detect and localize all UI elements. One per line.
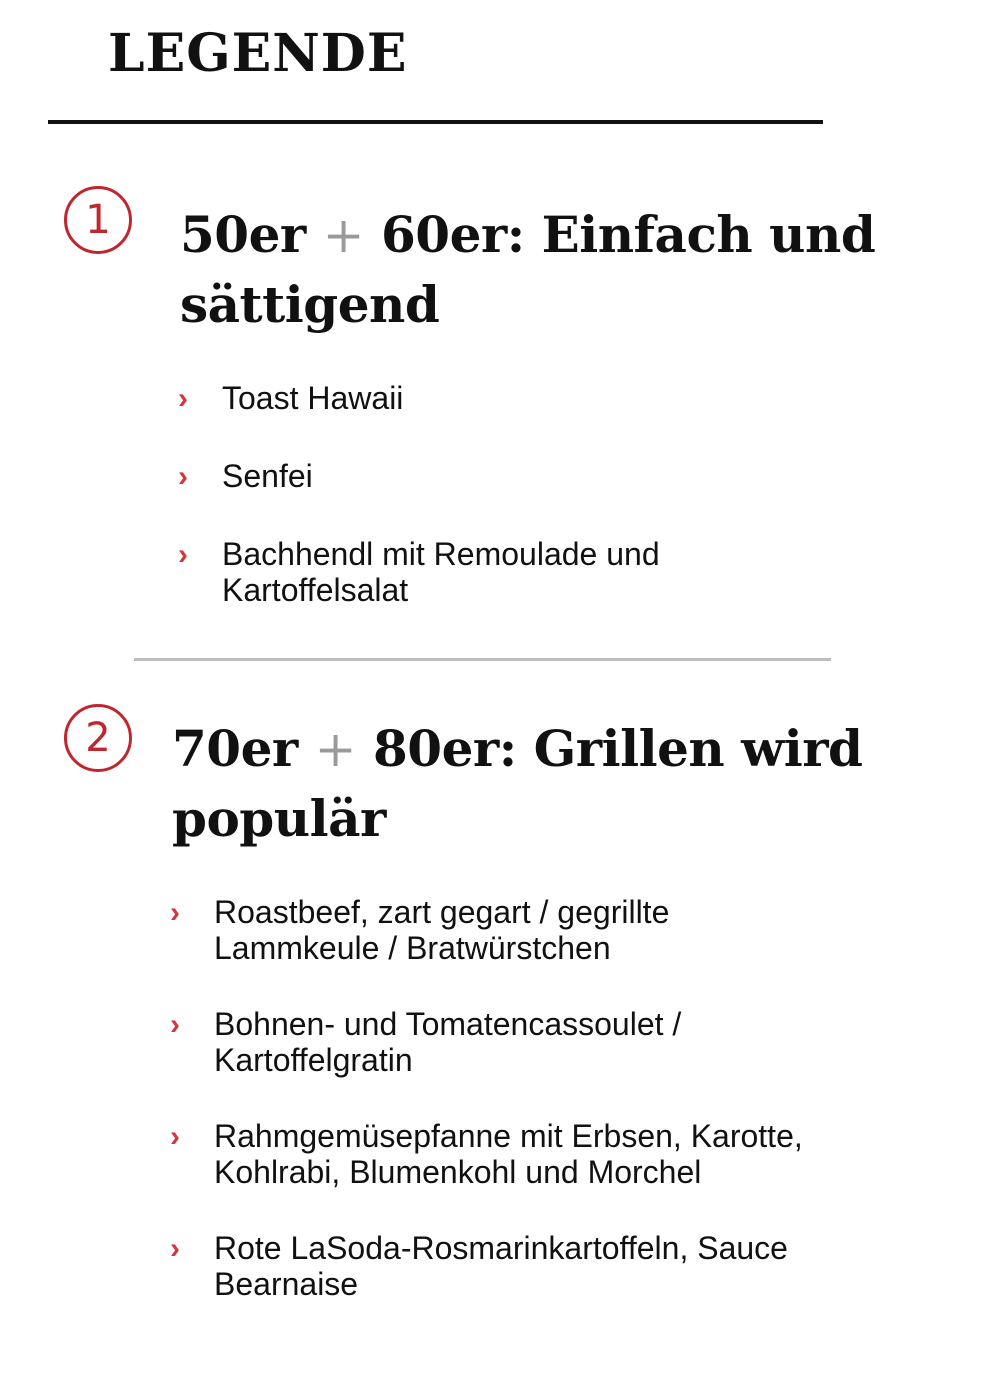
item-label: Senfei [222, 458, 313, 494]
list-item [170, 1006, 834, 1078]
list-item [178, 536, 782, 608]
item-label: Bohnen- und Tomatencassoulet / Kartoffelgratin [214, 1006, 682, 1078]
dish-list [170, 894, 810, 1342]
item-label: Toast Hawaii [222, 380, 404, 416]
chevron-right-icon: › [170, 1008, 180, 1041]
heading-decade-start: 70er [172, 719, 298, 778]
section-heading [180, 200, 880, 340]
item-label: Rote LaSoda-Rosmarinkartoffeln, Sauce Bearnaise [214, 1230, 788, 1302]
dish-list [178, 380, 818, 650]
section-number-badge: 2 [64, 704, 132, 772]
section-divider [134, 658, 831, 661]
chevron-right-icon: › [170, 1120, 180, 1153]
chevron-right-icon: › [170, 1232, 180, 1265]
page-title: LEGENDE [108, 23, 408, 84]
list-item [178, 458, 818, 494]
plus-sign: + [322, 206, 365, 264]
item-label: Rahmgemüsepfanne mit Erbsen, Karotte, Kohlrabi, Blumenkohl und Morchel [214, 1118, 803, 1190]
item-label: Roastbeef, zart gegart / gegrillte Lammkeule / Bratwürstchen [214, 894, 670, 966]
plus-sign: + [314, 720, 357, 778]
chevron-right-icon: › [178, 538, 188, 571]
chevron-right-icon: › [170, 896, 180, 929]
title-divider [48, 120, 823, 124]
chevron-right-icon: › [178, 460, 188, 493]
list-item [170, 1230, 844, 1302]
heading-rest: 60er: Einfach und sättigend [180, 205, 876, 334]
item-label: Bachhendl mit Remoulade und Kartoffelsalat [222, 536, 660, 608]
list-item [170, 894, 814, 966]
section-number-badge: 1 [64, 186, 132, 254]
section-heading [172, 714, 872, 854]
list-item [178, 380, 818, 416]
chevron-right-icon: › [178, 382, 188, 415]
heading-decade-start: 50er [180, 205, 306, 264]
heading-rest: 80er: Grillen wird populär [172, 719, 863, 848]
list-item [170, 1118, 844, 1190]
